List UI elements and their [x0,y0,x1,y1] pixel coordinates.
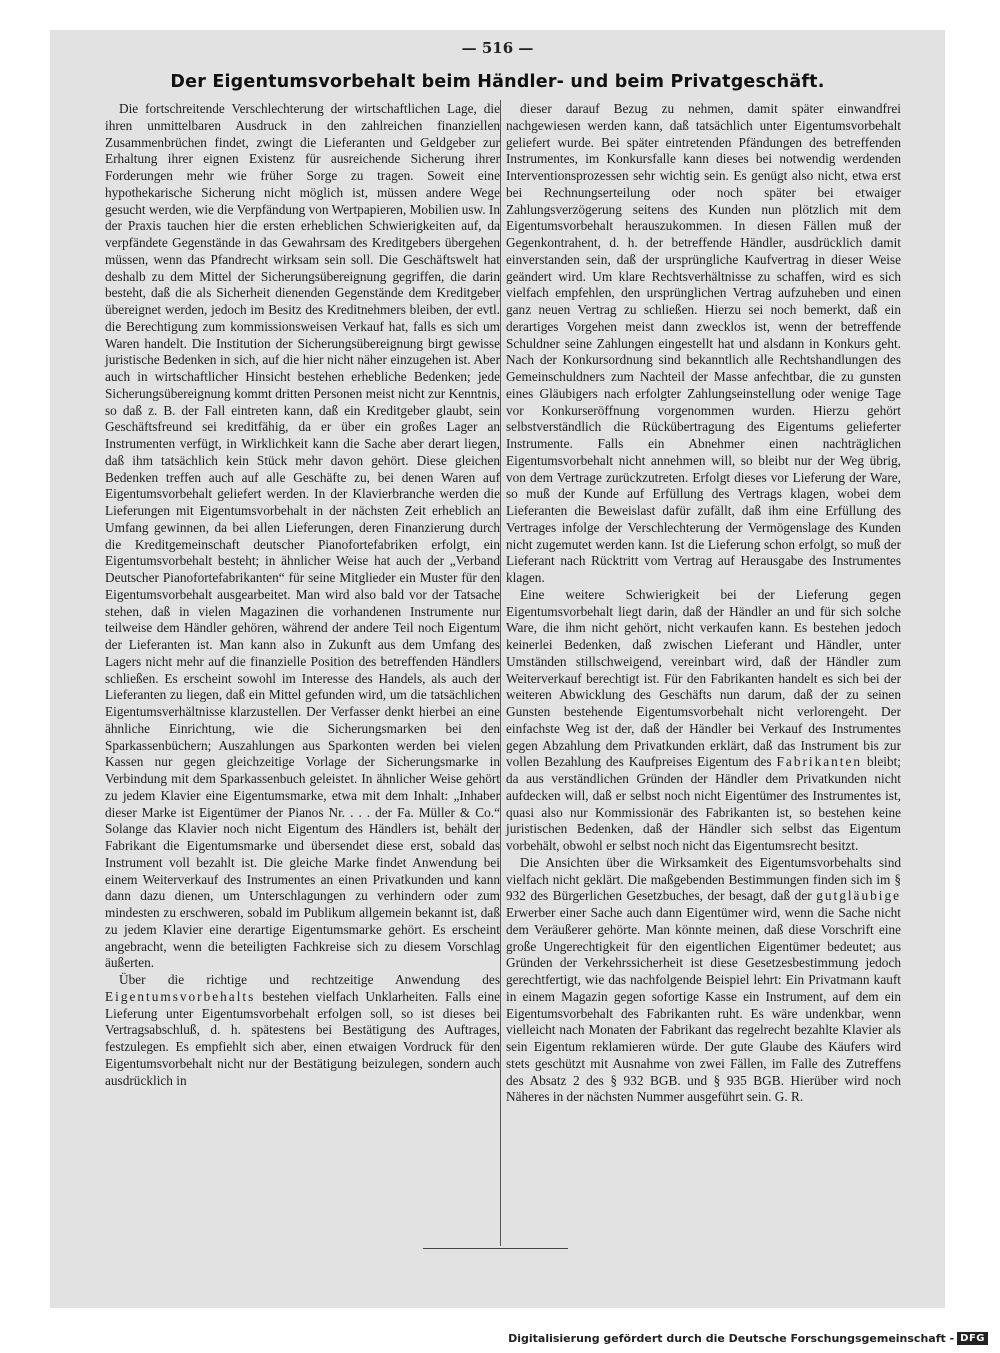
paragraph [105,972,500,1089]
column-divider [500,100,501,1246]
text-run: Erwerber einer Sache auch dann Eigentümer wird, wenn die Sache nicht dem Veräußerer gehörte. Man könnte meinen, daß diese Vorschrift eine große Ungerechtigkeit für den eigentlichen Eigentümer bedeutet; aus Gründen der Verkehrssicherheit ist diese Gesetzesbestimmung jedoch gerechtfertigt, wie das nachfolgende Beispiel lehrt: Ein Privatmann kauft in einem Magazin gegen sofortige Kasse ein Instrument, auf dem ein Eigentumsvorbehalt des Fabrikanten ruht. Es wäre undenkbar, wenn vielleicht nach Monaten der Fabrikant das regelrecht bezahlte Klavier als sein Eigentum reklamieren würde. Der gute Glaube des Käufers wird stets geschützt mit Ausnahme von zwei Fällen, im Falle des Zutreffens des Absatz 2 des § 932 BGB. und § 935 BGB. Hierüber wird noch Näheres in der nächsten Nummer ausgeführt sein. G. R. [506,905,901,1105]
text-run: Eine weitere Schwierigkeit bei der Lieferung gegen Eigentumsvorbehalt liegt darin, daß der Händler an und für sich solche Ware, die ihm nicht gehört, nicht verkaufen kann. Es bestehen jedoch keinerlei Bedenken, daß zwischen Lieferant und Händler, unter Umständen stillschweigend, vereinbart wird, daß der Händler zum Weiterverkauf berechtigt ist. Für den Fabrikanten handelt es sich bei der weiteren Abwicklung des Geschäfts nun darum, daß der zu seinen Gunsten bestehende Eigentumsvorbehalt nicht verlorengeht. Der einfachste Weg ist der, daß der Händler bei Verkauf des Instrumentes gegen Abzahlung dem Privatkunden erklärt, daß das Instrument bis zur vollen Bezahlung des Kaufpreises Eigentum des [506,586,901,770]
paragraph [506,855,901,1106]
text-run: Die Ansichten über die Wirksamkeit des Eigentumsvorbehalts sind vielfach nicht geklärt. Die maßgebenden Bestimmungen finden sich im § 932 des Bürgerlichen Gesetzbuches, der besagt, daß der [506,854,901,904]
paragraph: dieser darauf Bezug zu nehmen, damit später einwandfrei nachgewiesen werden kann, daß tatsächlich unter Eigentumsvorbehalt geliefert wurde. Bei später eintretenden Pfändungen des betreffenden Instrumentes, im Konkursfalle kann dieses bei notwendig werdenden Interventionsprozessen sehr wichtig sein. Es genügt also nicht, etwa erst bei Rechnungserteilung oder noch später bei etwaiger Zahlungsverzögerung seitens des Kunden nun plötzlich mit dem Eigentumsvorbehalt herauszukommen. In diesen Fällen muß der Gegenkontrahent, d. h. der betreffende Händler, ausdrücklich damit einverstanden sein, daß der ursprüngliche Kaufvertrag in dieser Weise geändert wird. Um klare Rechtsverhältnisse zu schaffen, wird es sich vielfach empfehlen, den ursprünglichen Vertrag aufzuheben und einen ganz neuen Vertrag zu schließen. Hierzu sei noch bemerkt, daß ein derartiges Vorgehen meist dann zwecklos ist, wenn der betreffende Schuldner seine Zahlungen eingestellt hat und alsdann in Konkurs geht. Nach der Konkursordnung sind bekanntlich alle Rechtshandlungen des Gemeinschuldners zum Nachteil der Masse anfechtbar, die zu gunsten eines Gläubigers nach erfolgter Zahlungseinstellung oder wenige Tage vor Konkurseröffnung vorgenommen wurden. Hierzu gehört selbstverständlich die Rückübertragung des Eigentums gelieferter Instrumente. Falls ein Abnehmer einen nachträglichen Eigentumsvorbehalt nicht annehmen will, so bleibt nur der Weg übrig, von dem Vertrage zurückzutreten. Erfolgt dieses vor Lieferung der Ware, so muß der Kunde auf Erfüllung des Vertrags klagen, wobei dem Lieferanten die Beweislast dafür zufällt, daß ihm eine Erfüllung des Vertrages infolge der Verschlechterung der Vermögenslage des Kunden nicht zugemutet werden kann. Ist die Lieferung schon erfolgt, so muß der Lieferant nach Rücktritt vom Vertrag auf Herausgabe des Instrumentes klagen. [506,101,901,585]
page-number: — 516 — [461,39,534,57]
credit-text: Digitalisierung gefördert durch die Deutsche Forschungsgemeinschaft - [508,1332,955,1345]
text-run: bleibt; da aus verständlichen Gründen der Händler dem Privatkunden nicht aufdecken will, daß er selbst noch nicht Eigentümer des Instrumentes ist, quasi also nur Kommissionär des Fabrikanten ist, so bestehen keine juristischen Bedenken, daß der Händler sich selbst das Eigentum vorbehält, obwohl er selbst noch nicht das Eigentumsrecht besitzt. [506,754,901,853]
text-run: Über die richtige und rechtzeitige Anwendung des [119,972,500,987]
end-rule [423,1248,568,1249]
spaced-term: gutgläubige [816,888,901,904]
spaced-term: Eigentumsvorbehalts [105,988,256,1004]
article-title: Der Eigentumsvorbehalt beim Händler- und beim Privatgeschäft. [170,72,825,92]
spaced-term: Fabrikanten [776,754,863,770]
left-column [105,101,500,1089]
digitization-credit [508,1332,988,1345]
right-column [506,101,901,1106]
paragraph [506,587,901,855]
dfg-logo: DFG [957,1332,988,1345]
text-run: bestehen vielfach Unklarheiten. Falls eine Lieferung unter Eigentumsvorbehalt erfolgen soll, so ist dieses bei Vertragsabschluß, d. h. spätestens bei Bestätigung des Auftrages, festzulegen. Es empfiehlt sich aber, einen etwaigen Vordruck für den Eigentumsvorbehalt nicht nur der Bestätigung beizulegen, sondern auch ausdrücklich in [105,988,500,1088]
paragraph: Die fortschreitende Verschlechterung der wirtschaftlichen Lage, die ihren unmittelbaren Ausdruck in den zahlreichen finanziellen Zusammenbrüchen findet, zwingt die Lieferanten und Geldgeber zur Erhaltung ihrer eignen Existenz für ausreichende Sicherung ihrer Forderungen mehr wie früher Sorge zu tragen. Soweit eine hypothekarische Sicherung nicht möglich ist, müssen andere Wege gesucht werden, wie die Verpfändung von Wertpapieren, Mobilien usw. In der Praxis tauchen hier die ersten erheblichen Schwierigkeiten auf, da verpfändete Gegenstände in das Gewahrsam des Kreditgebers übergehen müssen, wenn das Pfandrecht wirksam sein soll. Die Geschäftswelt hat deshalb zu dem Mittel der Sicherungsübereignung gegriffen, die darin besteht, daß die als Sicherheit dienenden Gegenstände dem Kreditgeber übereignet werden, jedoch im Besitz des Kreditnehmers bleiben, der evtl. die Berechtigung zum kommissionsweisen Verkauf hat, falls es sich um Waren handelt. Die Institution der Sicherungsübereignung birgt gewisse juristische Bedenken in sich, auf die hier nicht näher einzugehen ist. Aber auch in wirtschaftlicher Hinsicht bestehen erhebliche Bedenken; jede Sicherungsübereignung kommt dritten Personen meist nicht zur Kenntnis, so daß z. B. der Fall eintreten kann, daß ein Kreditgeber glaubt, sein Geschäftsfreund sei kreditfähig, da er über ein großes Lager an Instrumenten verfügt, in Wirklichkeit kann die Sache aber derart liegen, daß ihm tatsächlich kein Stück mehr davon gehört. Diese gleichen Bedenken treffen auch auf alle Geschäfte zu, bei denen Waren auf Eigentumsvorbehalt geliefert werden. In der Klavierbranche werden die Lieferungen mit Eigentumsvorbehalt in der nächsten Zeit erheblich an Umfang gewinnen, da bei allen Lieferungen, deren Finanzierung durch die Kreditgemeinschaft deutscher Pianofortefabriken erfolgt, ein Eigentumsvorbehalt besteht; in ähnlicher Weise hat auch der „Verband Deutscher Pianofortefabrikanten“ für seine Mitglieder ein Muster für den Eigentumsvorbehalt ausgearbeitet. Man wird also bald vor der Tatsache stehen, daß in vielen Magazinen die vorhandenen Instrumente nur teilweise dem Händler gehören, während der andere Teil noch Eigentum der Lieferanten ist. Man kann also in Zukunft aus dem Umfang des Lagers nicht mehr auf die finanzielle Position des betreffenden Händlers schließen. Es erscheint sowohl im Interesse des Handels, als auch der Lieferanten zu liegen, daß ein Mittel gefunden wird, um die tatsächlichen Eigentumsverhältnisse klarzustellen. Der Verfasser denkt hierbei an eine ähnliche Einrichtung, wie die Sicherungsmarken bei den Sparkassenbüchern; Auszahlungen aus Sparkonten werden bei vielen Kassen nur gegen gleichzeitige Vorlage der Sicherungsmarke in Verbindung mit dem Sparkassenbuch geleistet. In ähnlicher Weise gehört zu jedem Klavier eine Eigentumsmarke, etwa mit dem Inhalt: „Inhaber dieser Marke ist Eigentümer der Pianos Nr. . . . der Fa. Müller & Co.“ Solange das Klavier noch nicht Eigentum des Händlers ist, behält der Fabrikant die Eigentumsmarke und übersendet diese erst, sobald das Instrument voll bezahlt ist. Die gleiche Marke findet Anwendung bei einem Weiterverkauf des Instrumentes an einen Privatkunden und kann dann dazu dienen, um Unterschlagungen zu verhindern oder zum mindesten zu erschweren, sobald im Publikum allgemein bekannt ist, daß zu jedem Klavier eine derartige Eigentumsmarke gehört. Es erscheint angebracht, wenn die beteiligten Fachkreise sich zu diesem Vorschlag äußerten. [105,101,500,971]
scanned-page [50,30,945,1308]
